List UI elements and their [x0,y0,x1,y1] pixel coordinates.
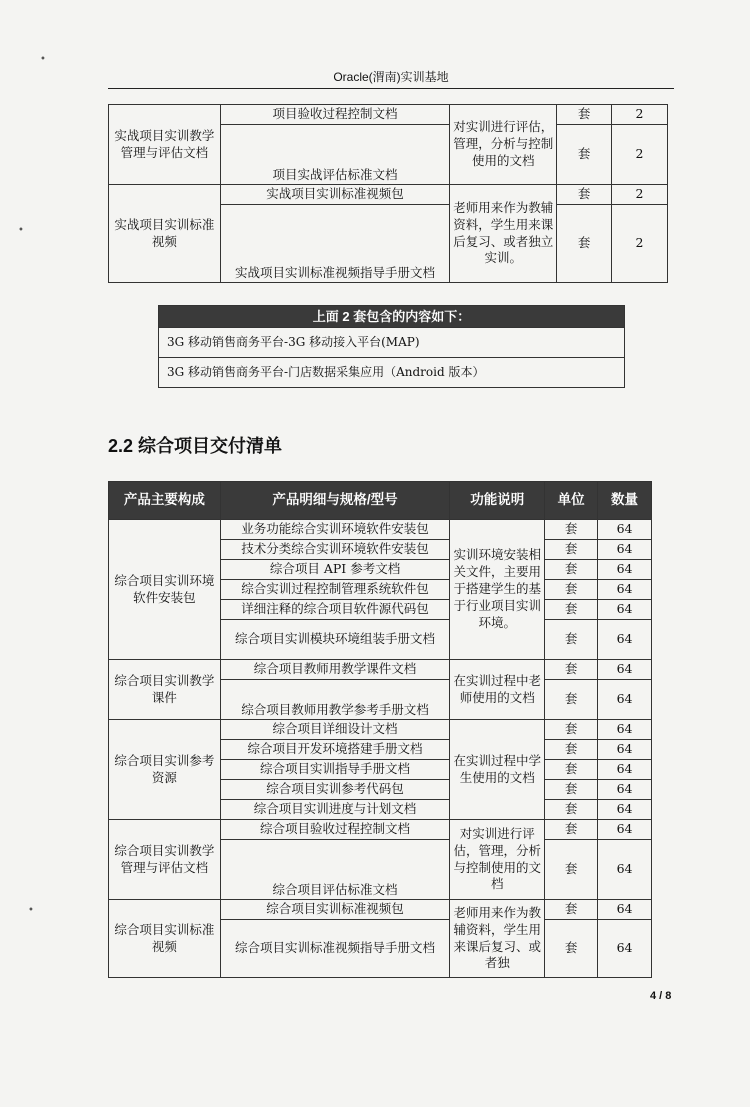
qty-cell: 64 [598,660,652,680]
func-cell: 对实训进行评估，管理，分析与控制使用的文档 [450,820,545,900]
table-row [109,185,668,205]
unit-cell: 套 [545,520,598,540]
qty-cell: 64 [598,520,652,540]
header-cell: 功能说明 [450,482,545,520]
item-cell: 综合实训过程控制管理系统软件包 [220,580,450,600]
unit-cell: 套 [545,800,598,820]
item-cell: 实战项目实训标准视频包 [220,185,450,205]
group-cell: 实战项目实训教学管理与评估文档 [109,105,221,185]
item-cell: 综合项目评估标准文档 [220,840,450,900]
page-number: 4 / 8 [650,990,672,1002]
qty-cell: 64 [598,840,652,900]
item-cell: 综合项目开发环境搭建手册文档 [220,740,450,760]
qty-cell: 64 [598,920,652,978]
note-title: 上面 2 套包含的内容如下： [159,306,624,327]
func-cell: 老师用来作为教辅资料，学生用来课后复习、或者独立实训。 [450,185,557,283]
qty-cell: 64 [598,720,652,740]
item-cell: 综合项目详细设计文档 [220,720,450,740]
unit-cell: 套 [545,780,598,800]
qty-cell: 2 [612,105,668,125]
unit-cell: 套 [545,680,598,720]
qty-cell: 64 [598,820,652,840]
item-cell: 综合项目教师用教学课件文档 [220,660,450,680]
item-cell: 综合项目实训进度与计划文档 [220,800,450,820]
qty-cell: 64 [598,560,652,580]
scan-mark: • [28,905,34,916]
group-cell: 实战项目实训标准视频 [109,185,221,283]
header-cell: 产品明细与规格/型号 [220,482,450,520]
qty-cell: 64 [598,780,652,800]
unit-cell: 套 [557,205,612,283]
scan-mark: • [18,225,24,236]
unit-cell: 套 [557,105,612,125]
func-cell: 在实训过程中老师使用的文档 [450,660,545,720]
unit-cell: 套 [557,125,612,185]
item-cell: 综合项目实训参考代码包 [220,780,450,800]
group-cell: 综合项目实训教学管理与评估文档 [109,820,221,900]
func-cell: 在实训过程中学生使用的文档 [450,720,545,820]
table-header-row [109,482,652,520]
func-cell: 对实训进行评估，管理，分析与控制使用的文档 [450,105,557,185]
unit-cell: 套 [545,540,598,560]
qty-cell: 64 [598,540,652,560]
table-row [109,900,652,920]
note-item: 3G 移动销售商务平台-3G 移动接入平台(MAP) [159,327,624,357]
qty-cell: 64 [598,580,652,600]
unit-cell: 套 [545,560,598,580]
item-cell: 详细注释的综合项目软件源代码包 [220,600,450,620]
item-cell: 综合项目实训指导手册文档 [220,760,450,780]
unit-cell: 套 [545,760,598,780]
table-row [109,660,652,680]
qty-cell: 2 [612,205,668,283]
unit-cell: 套 [545,920,598,978]
item-cell: 业务功能综合实训环境软件安装包 [220,520,450,540]
item-cell: 技术分类综合实训环境软件安装包 [220,540,450,560]
header-cell: 数量 [598,482,652,520]
func-cell: 老师用来作为教辅资料，学生用来课后复习、或者独 [450,900,545,978]
qty-cell: 64 [598,760,652,780]
unit-cell: 套 [557,185,612,205]
unit-cell: 套 [545,620,598,660]
group-cell: 综合项目实训教学课件 [109,660,221,720]
unit-cell: 套 [545,840,598,900]
item-cell: 综合项目教师用教学参考手册文档 [220,680,450,720]
delivery-table [108,481,652,978]
unit-cell: 套 [545,900,598,920]
table-row [109,820,652,840]
header-cell: 单位 [545,482,598,520]
qty-cell: 64 [598,740,652,760]
item-cell: 综合项目实训标准视频包 [220,900,450,920]
contents-note-box [158,305,625,388]
group-cell: 综合项目实训环境软件安装包 [109,520,221,660]
qty-cell: 64 [598,620,652,660]
item-cell: 综合项目实训标准视频指导手册文档 [220,920,450,978]
item-cell: 实战项目实训标准视频指导手册文档 [220,205,450,283]
group-cell: 综合项目实训参考资源 [109,720,221,820]
qty-cell: 2 [612,185,668,205]
unit-cell: 套 [545,660,598,680]
unit-cell: 套 [545,740,598,760]
item-cell: 项目实战评估标准文档 [220,125,450,185]
qty-cell: 64 [598,800,652,820]
table-row [109,105,668,125]
project-table-1 [108,104,668,283]
qty-cell: 64 [598,600,652,620]
func-cell: 实训环境安装相关文件，主要用于搭建学生的基于行业项目实训环境。 [450,520,545,660]
unit-cell: 套 [545,600,598,620]
item-cell: 综合项目 API 参考文档 [220,560,450,580]
unit-cell: 套 [545,720,598,740]
note-item: 3G 移动销售商务平台-门店数据采集应用（Android 版本） [159,357,624,387]
qty-cell: 2 [612,125,668,185]
qty-cell: 64 [598,680,652,720]
unit-cell: 套 [545,820,598,840]
section-title: 2.2 综合项目交付清单 [108,436,283,456]
header-cell: 产品主要构成 [109,482,221,520]
table-row [109,720,652,740]
page-header: Oracle(渭南)实训基地 [108,68,674,89]
item-cell: 综合项目实训模块环境组装手册文档 [220,620,450,660]
group-cell: 综合项目实训标准视频 [109,900,221,978]
item-cell: 项目验收过程控制文档 [220,105,450,125]
unit-cell: 套 [545,580,598,600]
scan-mark: • [40,54,46,65]
item-cell: 综合项目验收过程控制文档 [220,820,450,840]
qty-cell: 64 [598,900,652,920]
table-row [109,520,652,540]
